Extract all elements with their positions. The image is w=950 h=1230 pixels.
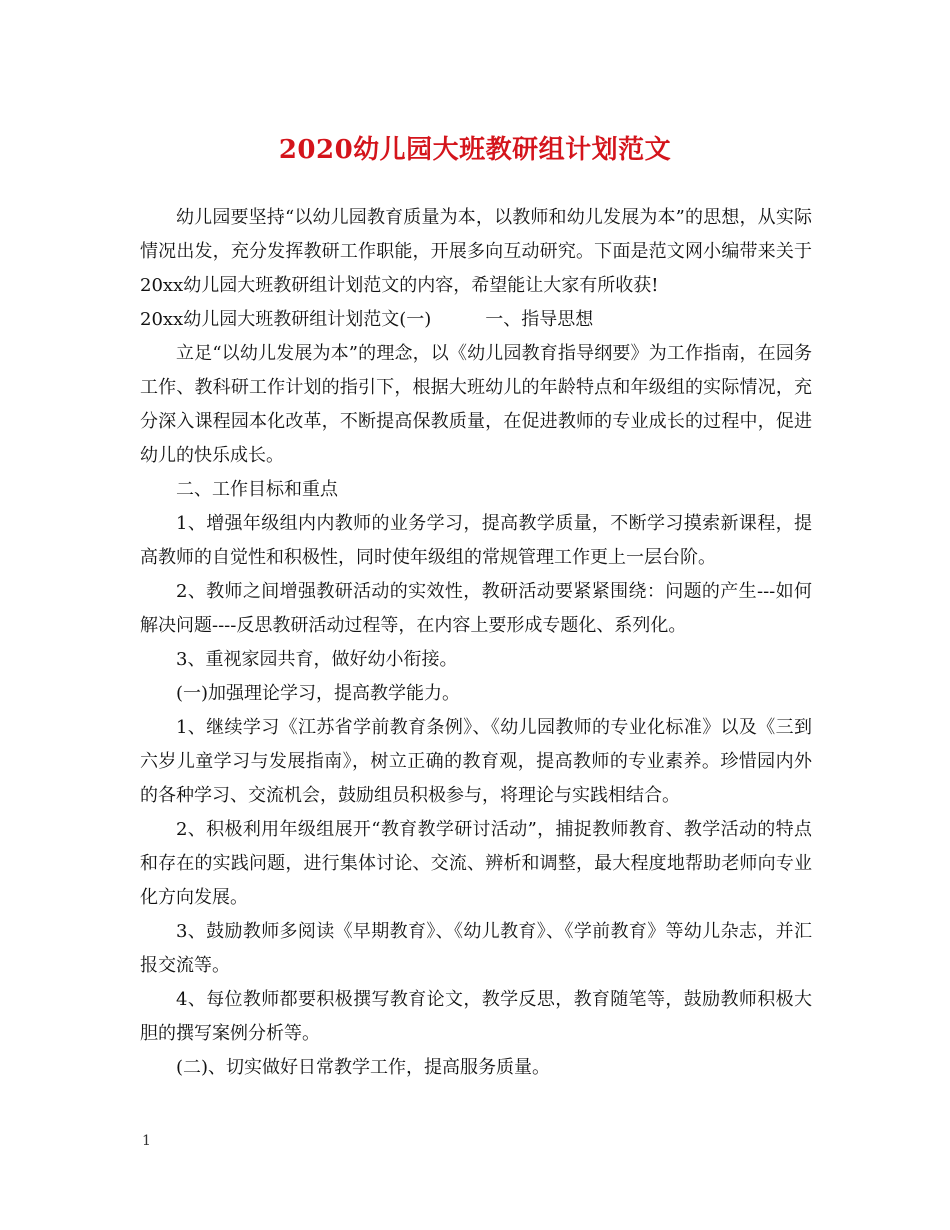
goal-item-1: 1、增强年级组内内教师的业务学习，提高教学质量，不断学习摸索新课程，提高教师的自觉性和积极性，同时使年级组的常规管理工作更上一层台阶。	[140, 513, 812, 568]
section-heading-row	[140, 303, 812, 337]
guiding-paragraph: 立足“以幼儿发展为本”的理念，以《幼儿园教育指导纲要》为工作指南，在园务工作、教科研工作计划的指引下，根据大班幼儿的年龄特点和年级组的实际情况，充分深入课程园本化改革，不断提高保教质量，在促进教师的专业成长的过程中，促进幼儿的快乐成长。	[140, 343, 812, 466]
theory-item-1: 1、继续学习《江苏省学前教育条例》、《幼儿园教师的专业化标准》以及《三到六岁儿童学习与发展指南》，树立正确的教育观，提高教师的专业素养。珍惜园内外的各种学习、交流机会，鼓励组员积极参与，将理论与实践相结合。	[140, 717, 812, 806]
section-heading: 20xx幼儿园大班教研组计划范文(一)	[140, 309, 432, 330]
intro-paragraph: 幼儿园要坚持“以幼儿园教育质量为本，以教师和幼儿发展为本”的思想，从实际情况出发，充分发挥教研工作职能，开展多向互动研究。下面是范文网小编带来关于20xx幼儿园大班教研组计划范文的内容，希望能让大家有所收获!	[140, 207, 812, 296]
goal-item-2: 2、教师之间增强教研活动的实效性，教研活动要紧紧围绕：问题的产生---如何解决问题----反思教研活动过程等，在内容上要形成专题化、系列化。	[140, 581, 812, 636]
theory-item-2: 2、积极利用年级组展开“教育教学研讨活动”，捕捉教师教育、教学活动的特点和存在的实践问题，进行集体讨论、交流、辨析和调整，最大程度地帮助老师向专业化方向发展。	[140, 819, 812, 908]
goal-item-3: 3、重视家园共育，做好幼小衔接。	[176, 649, 458, 670]
theory-item-4: 4、每位教师都要积极撰写教育论文，教学反思，教育随笔等，鼓励教师积极大胆的撰写案例分析等。	[140, 989, 812, 1044]
page-number: 1	[142, 1133, 151, 1149]
goals-heading: 二、工作目标和重点	[176, 479, 338, 500]
daily-work-heading: (二)、切实做好日常教学工作，提高服务质量。	[176, 1057, 551, 1078]
theory-item-3: 3、鼓励教师多阅读《早期教育》、《幼儿教育》、《学前教育》等幼儿杂志，并汇报交流等。	[140, 921, 812, 976]
document-title: 2020幼儿园大班教研组计划范文	[278, 135, 672, 165]
section-sub-heading: 一、指导思想	[485, 309, 594, 330]
theory-heading: (一)加强理论学习，提高教学能力。	[176, 683, 461, 704]
document-body	[140, 201, 812, 1085]
